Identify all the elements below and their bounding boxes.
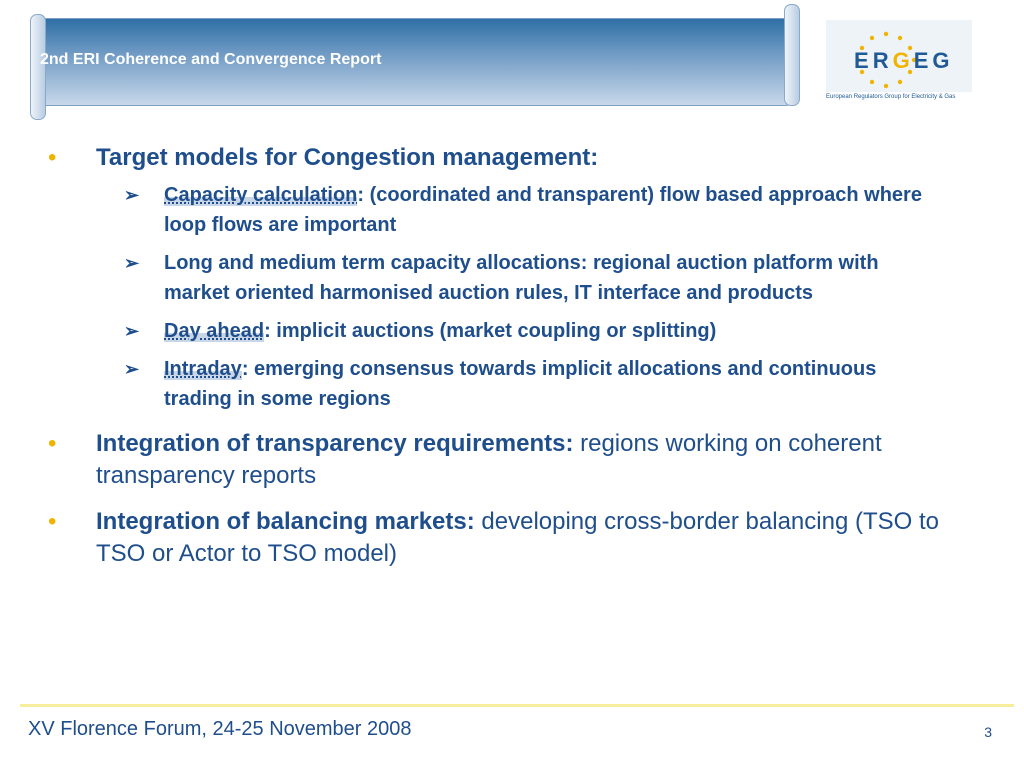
sub-bullet-day-ahead [96,316,948,346]
slide-title: 2nd ERI Coherence and Convergence Report [40,51,382,68]
logo-subtitle: European Regulators Group for Electricity & Gas [826,94,956,100]
sub-text: : implicit auctions (market coupling or splitting) [264,320,717,342]
ergeg-logo [826,20,972,104]
bullet-dot-icon: • [48,508,57,535]
page-number: 3 [984,724,992,740]
sub-text: Long and medium term capacity allocations: regional auction platform with market oriented harmonised auction rules, IT interface and products [164,252,879,304]
arrow-bullet-icon: ➢ [124,185,140,205]
arrow-bullet-icon: ➢ [124,321,140,341]
bullet-congestion [48,142,948,414]
sub-bullet-list [96,180,948,414]
arrow-bullet-icon: ➢ [124,253,140,273]
arrow-bullet-icon: ➢ [124,359,140,379]
bullet-dot-icon: • [48,430,57,457]
sub-term: Capacity calculation [164,184,358,206]
sub-bullet-capacity [96,180,948,240]
bullet-lead: Target models for Congestion management: [96,144,599,171]
footer-text: XV Florence Forum, 24-25 November 2008 [28,718,412,740]
bullet-rest: regions working on coherent transparency reports [96,430,882,489]
bullet-balancing [48,506,948,570]
header-banner [30,14,794,104]
footer-divider [20,704,1014,707]
bullet-lead: Integration of balancing markets: [96,508,475,535]
logo-wordmark: ERGEG [854,48,954,73]
bullet-lead: Integration of transparency requirements: [96,430,574,457]
sub-text: : (coordinated and transparent) flow based approach where loop flows are important [164,184,922,236]
bullet-dot-icon: • [48,144,57,171]
sub-bullet-long-term [96,248,948,308]
sub-bullet-intraday [96,354,948,414]
scroll-roll-right [784,4,800,106]
slide-content [48,142,948,584]
bullet-transparency [48,428,948,492]
bullet-rest: developing cross-border balancing (TSO to TSO or Actor to TSO model) [96,508,939,567]
sub-term: Day ahead [164,320,265,342]
sub-text: : emerging consensus towards implicit allocations and continuous trading in some regions [164,358,877,410]
sub-term: Intraday [164,358,242,380]
